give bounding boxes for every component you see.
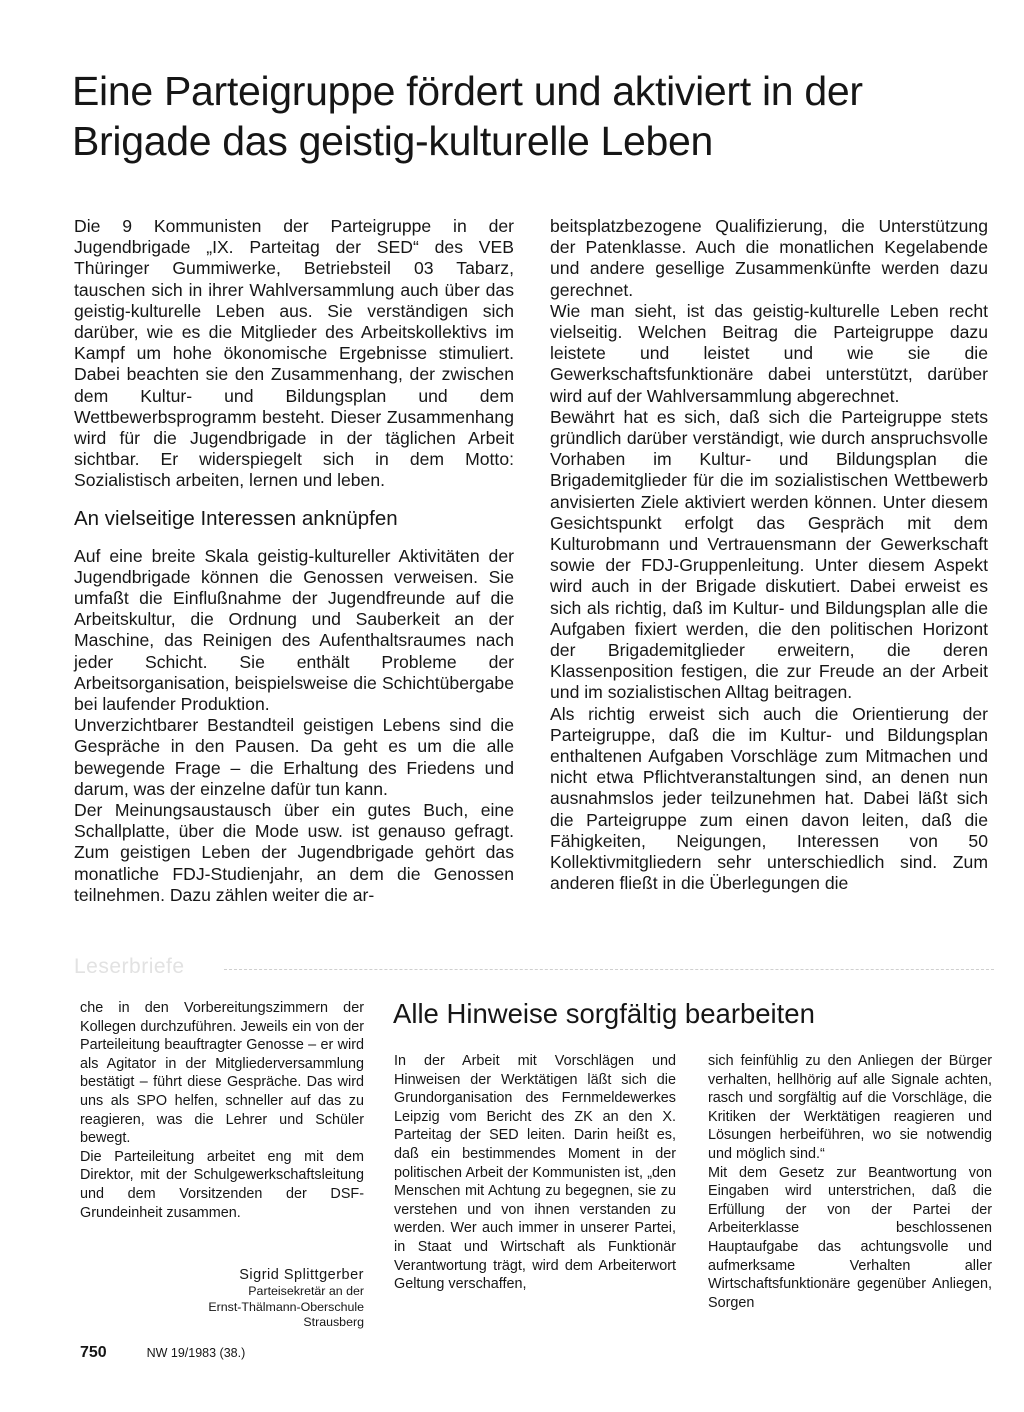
page-footer — [80, 1343, 245, 1362]
page-number: 750 — [80, 1344, 107, 1361]
author-role: Parteisekretär an der — [248, 1284, 364, 1298]
article-column-right — [550, 216, 988, 895]
letter-one-signature — [160, 1266, 364, 1331]
letter-two-column-right — [708, 1052, 992, 1312]
article-column-left — [74, 216, 514, 906]
letter-two-paragraph-arbeit: In der Arbeit mit Vorschlägen und Hinweisen der Werktätigen läßt sich die Grundorganisation des Fernmeldewerkes Leipzig vom Bericht des ZK an den X. Parteitag der SED leiten. Darin heißt es, daß ein bestimmendes Moment in der politischen Arbeit der Kommunisten ist, „den Menschen mit Achtung zu begegnen, sie zu verstehen und von ihnen verstanden zu werden. Wer auch immer in unserer Partei, in Staat und Wirtschaft als Funktionär Verantwortung trägt, wird dem Arbeiterwort Geltung verschaffen, — [394, 1053, 676, 1293]
letter-one-paragraph-direktor: Die Parteileitung arbeitet eng mit dem Direktor, mit der Schulgewerkschaftsleitung und dem Vorsitzenden der DSF-Grundeinheit zusammen. — [80, 1148, 364, 1221]
article-paragraph-vielseitig: Wie man sieht, ist das geistig-kulturelle Leben recht vielseitig. Welchen Beitrag die Parteigruppe dazu leistete und leistet und wie sie die Gewerkschaftsfunktionäre dabei unterstützt, darüber wird auf der Wahlversammlung abgerechnet. — [550, 300, 988, 406]
section-divider — [74, 955, 994, 979]
letter-two-headline: Alle Hinweise sorgfältig bearbeiten — [393, 998, 815, 1029]
article-headline: Eine Parteigruppe fördert und aktiviert in der Brigade das geistig-kulturelle Leben — [72, 68, 863, 164]
letter-one-column — [80, 999, 364, 1222]
article-paragraph-richtig: Als richtig erweist sich auch die Orientierung der Parteigruppe, daß die im Kultur- und Bildungsplan enthaltenen Aufgaben Vorschläge zum Mitmachen und nicht etwa Pflichtveranstaltungen sind, an denen nun ausnahmslos jeder teilzunehmen hat. Dabei läßt sich die Parteigruppe zum einen davon leiten, daß die Fähigkeiten, Neigungen, Interessen von 50 Kollektivmitgliedern sehr unterschiedlich sind. Zum anderen fließt in die Überlegungen die — [550, 703, 988, 894]
article-paragraph-bewaehrt: Bewährt hat es sich, daß sich die Parteigruppe stets gründlich darüber verständigt, wie durch anspruchsvolle Vorhaben im Kultur- und Bildungsplan die Brigademitglieder für die im sozialistischen Wettbewerb anvisierten Ziele aktiviert werden können. Unter diesem Gesichtspunkt erfolgt das Gespräch mit dem Kulturobmann und Vertrauensmann der Gewerkschaft sowie der FDJ-Gruppenleitung. Unter diesem Aspekt wird auch in der Brigade diskutiert. Dabei erweist es sich als richtig, daß im Kultur- und Bildungsplan alle die Aufgaben fixiert werden, die den politischen Horizont der Brigademitglieder erweitern, die deren Klassenposition festigen, die zur Freude an der Arbeit und im sozialistischen Alltag beitragen. — [550, 406, 988, 703]
article-paragraph-skala: Auf eine breite Skala geistig-kultureller Aktivitäten der Jugendbrigade können die Genossen verweisen. Sie umfaßt die Einflußnahme der Jugendfreunde auf die Arbeitskultur, die Ordnung und Sauberkeit an der Maschine, das Reinigen des Aufenthaltsraumes nach jeder Schicht. Sie enthält Probleme der Arbeitsorganisation, beispielsweise die Schichtübergabe bei laufender Produktion. — [74, 545, 514, 715]
article-paragraph-continuation: beitsplatzbezogene Qualifizierung, die Unterstützung der Patenklasse. Auch die monatlichen Kegelabende und andere gesellige Zusammenkünfte werden dazu gerechnet. — [550, 216, 988, 300]
letter-one-paragraph-vorbereitung: che in den Vorbereitungszimmern der Kollegen durchzuführen. Jeweils ein von der Parteileitung beauftragter Genosse – er wird als Agitator in der Mitgliederversammlung bestätigt – führt diese Gespräche. Das wird uns als SPO helfen, schneller auf das zu reagieren, was die Lehrer und Schüler bewegt. — [80, 1000, 364, 1147]
article-paragraph-pausen: Unverzichtbarer Bestandteil geistigen Lebens sind die Gespräche in den Pausen. Da geht es um die alle bewegende Frage – die Erhaltung des Friedens und darum, was der einzelne dafür tun kann. — [74, 715, 514, 799]
author-school: Ernst-Thälmann-Oberschule Strausberg — [208, 1299, 364, 1329]
issue-reference: NW 19/1983 (38.) — [146, 1346, 246, 1360]
section-dotted-line — [224, 969, 994, 970]
letter-two-column-left — [394, 1052, 676, 1294]
article-paragraph-intro: Die 9 Kommunisten der Parteigruppe in der Jugendbrigade „IX. Parteitag der SED“ des VEB Thüringer Gummiwerke, Betriebsteil 03 Tabarz, tauschen sich in ihrer Wahlversammlung auch über das geistig-kulturelle Leben aus. Sie verständigen sich darüber, wie es die Mitglieder des Arbeitskollektivs im Kampf um hohe ökonomische Ergebnisse stimuliert. Dabei beachten sie den Zusammenhang, der zwischen dem Kultur- und Bildungsplan und dem Wettbewerbsprogramm besteht. Dieser Zusammenhang wird für die Jugendbrigade in der täglichen Arbeit sichtbar. Er widerspiegelt sich in dem Motto: Sozialistisch arbeiten, lernen und leben. — [74, 216, 514, 491]
article-subheading: An vielseitige Interessen anknüpfen — [74, 506, 398, 530]
letter-two-paragraph-feinfuehlig: sich feinfühlig zu den Anliegen der Bürger verhalten, hellhörig auf alle Signale achten, rasch und sorgfältig auf die Vorschläge, die Kritiken der Werktätigen reagieren und Lösungen herbeiführen, wo sie notwendig und möglich sind.“ — [708, 1053, 992, 1162]
letter-two-paragraph-gesetz: Mit dem Gesetz zur Beantwortung von Eingaben wird unterstrichen, daß die Erfüllung der von der Partei der Arbeiterklasse beschlossenen Hauptaufgabe das achtungsvolle und aufmerksame Verhalten aller Wirtschaftsfunktionäre gegenüber Anliegen, Sorgen — [708, 1164, 992, 1311]
article-paragraph-meinung: Der Meinungsaustausch über ein gutes Buch, eine Schallplatte, über die Mode usw. ist genauso gefragt. Zum geistigen Leben der Jugendbrigade gehört das monatliche FDJ-Studienjahr, an dem die Genossen teilnehmen. Dazu zählen weiter die ar- — [74, 800, 514, 905]
author-name: Sigrid Splittgerber — [239, 1267, 364, 1283]
section-label: Leserbriefe — [74, 955, 185, 978]
